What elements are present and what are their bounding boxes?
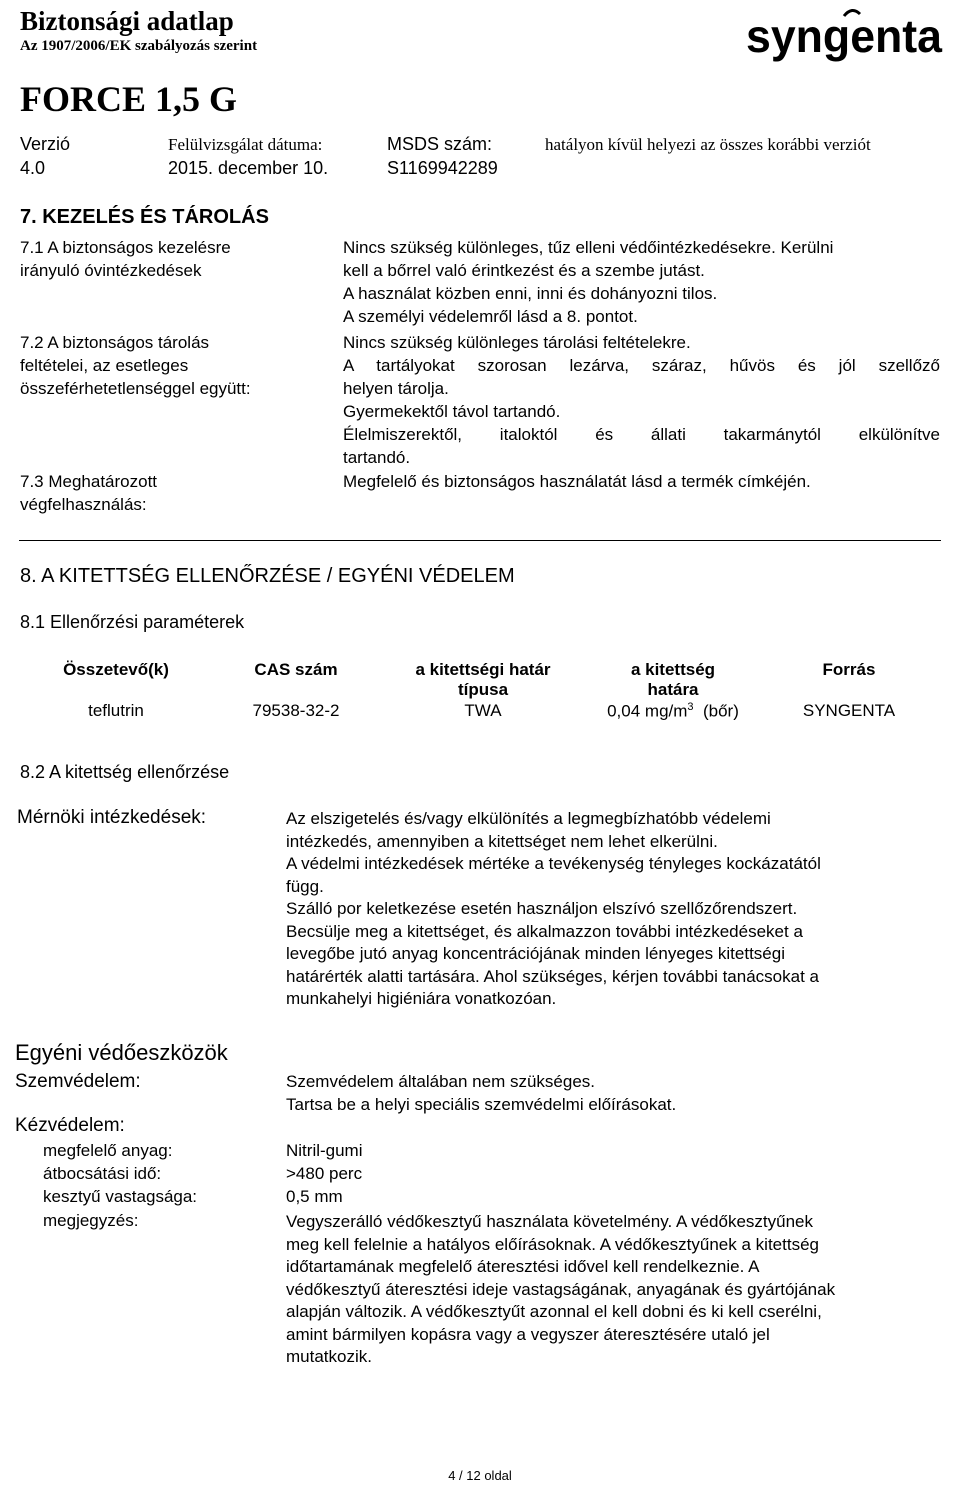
- msds-label: MSDS szám:: [387, 134, 493, 154]
- revision-value: 2015. december 10.: [168, 158, 329, 178]
- supersedes-note: hatályon kívül helyezi az összes korábbi verziót: [545, 135, 871, 154]
- table-header-row: [18, 660, 940, 700]
- ppe-heading: Egyéni védőeszközök: [15, 1040, 228, 1065]
- cell-source: SYNGENTA: [802, 701, 896, 720]
- hand-material-value: Nitril-gumi: [286, 1141, 363, 1160]
- section-7-3-label: 7.3 Meghatározott végfelhasználás:: [20, 472, 158, 514]
- header-limit-value: a kitettség határa: [630, 660, 716, 699]
- glove-note-text: Vegyszerálló védőkesztyű használata követelmény. A védőkesztyűnek meg kell felelnie a hatályos előírásoknak. A védőkesztyűnek a kitettség időtartamának megfelelő áteresztési idővel kell rendelkeznie. A védőkesztyű áteresztési ideje vastagságának, anyagának és gyártójának alapján változik. A védőkesztyűt azonnal el kell dobni és ki kell cserélni, amint bármilyen kopásra vagy a vegyszer áteresztésére utaló jel mutatkozik.: [286, 1212, 836, 1366]
- glove-thickness-value: 0,5 mm: [286, 1187, 343, 1206]
- revision-label: Felülvizsgálat dátuma:: [168, 135, 323, 154]
- section-divider: [19, 540, 941, 541]
- cell-type: TWA: [464, 701, 502, 720]
- section-7-3-text: Megfelelő és biztonságos használatát lásd a termék címkéjén.: [343, 472, 811, 491]
- cell-limit: 0,04 $mg/m^3$ (bőr): [607, 701, 739, 721]
- section-8-2-heading: 8.2 A kitettség ellenőrzése: [20, 762, 230, 782]
- header-limit-type: a kitettségi határ típusa: [415, 660, 551, 699]
- cell-cas: 79538-32-2: [252, 701, 340, 720]
- section-7-heading: 7. KEZELÉS ÉS TÁROLÁS: [20, 206, 269, 228]
- version-value: 4.0: [20, 158, 46, 178]
- hand-protection-label: Kézvédelem:: [15, 1115, 125, 1136]
- svg-text:syngenta: syngenta: [746, 10, 943, 62]
- product-name: FORCE 1,5 G: [20, 79, 238, 119]
- section-7-2-label: 7.2 A biztonságos tárolás feltételei, az esetleges összeférhetetlenséggel együtt:: [20, 333, 251, 398]
- cell-component: teflutrin: [88, 701, 144, 720]
- header-cas: CAS szám: [254, 660, 338, 679]
- section-8-heading: 8. A KITETTSÉG ELLENŐRZÉSE / EGYÉNI VÉDELEM: [20, 565, 515, 587]
- syngenta-logo: [744, 6, 944, 68]
- header-source: Forrás: [822, 660, 876, 679]
- section-8-1-heading: 8.1 Ellenőrzési paraméterek: [20, 612, 245, 632]
- table-row: [18, 700, 940, 722]
- document-title: Biztonsági adatlap: [20, 6, 234, 36]
- glove-thickness-label: kesztyű vastagsága:: [43, 1187, 198, 1206]
- section-7-2-text: Nincs szükség különleges tárolási feltételekre. A tartályokat szorosan lezárva, száraz, hűvös és jól szellőző helyen tárolja. Gyermekektől távol tartandó. Élelmiszerektől, italoktól és állati takarmánytól elkülönítve tartandó.: [343, 333, 940, 467]
- header-component: Összetevő(k): [63, 660, 169, 679]
- exposure-limits-table: [18, 660, 940, 722]
- document-subtitle: Az 1907/2006/EK szabályozás szerint: [20, 38, 258, 54]
- note-label: megjegyzés:: [43, 1211, 139, 1230]
- breakthrough-time-value: >480 perc: [286, 1164, 363, 1183]
- section-7-1-label: 7.1 A biztonságos kezelésre irányuló óvintézkedések: [20, 238, 231, 280]
- msds-value: S1169942289: [387, 158, 498, 178]
- engineering-label: Mérnöki intézkedések:: [17, 807, 207, 828]
- page-number: 4 / 12 oldal: [448, 1468, 512, 1483]
- engineering-text: Az elszigetelés és/vagy elkülönítés a legmegbízhatóbb védelemi intézkedés, amennyiben a kitettséget nem lehet elkerülni. A védelmi intézkedések mértéke a tevékenység tényleges kockázatától függ. Szálló por keletkezése esetén használjon elszívó szellőzőrendszert. Becsülje meg a kitettséget, és alkalmazzon további intézkedéseket a levegőbe jutó anyag koncentrációjának minden lényeges kitettségi határérték alatti tartására. Ahol szükséges, kérjen további tanácsokat a munkahelyi higiéniára vonatkozóan.: [286, 809, 821, 1008]
- eye-protection-label: Szemvédelem:: [15, 1071, 141, 1092]
- version-label: Verzió: [20, 134, 71, 154]
- eye-protection-text: Szemvédelem általában nem szükséges. Tartsa be a helyi speciális szemvédelmi előírásokat.: [286, 1072, 677, 1114]
- hand-material-label: megfelelő anyag:: [43, 1141, 173, 1160]
- section-7-1-text: Nincs szükség különleges, tűz elleni védőintézkedésekre. Kerülni kell a bőrrel való érintkezést és a szembe jutást. A használat közben enni, inni és dohányozni tilos. A személyi védelemről lásd a 8. pontot.: [343, 238, 834, 326]
- breakthrough-time-label: átbocsátási idő:: [43, 1164, 162, 1183]
